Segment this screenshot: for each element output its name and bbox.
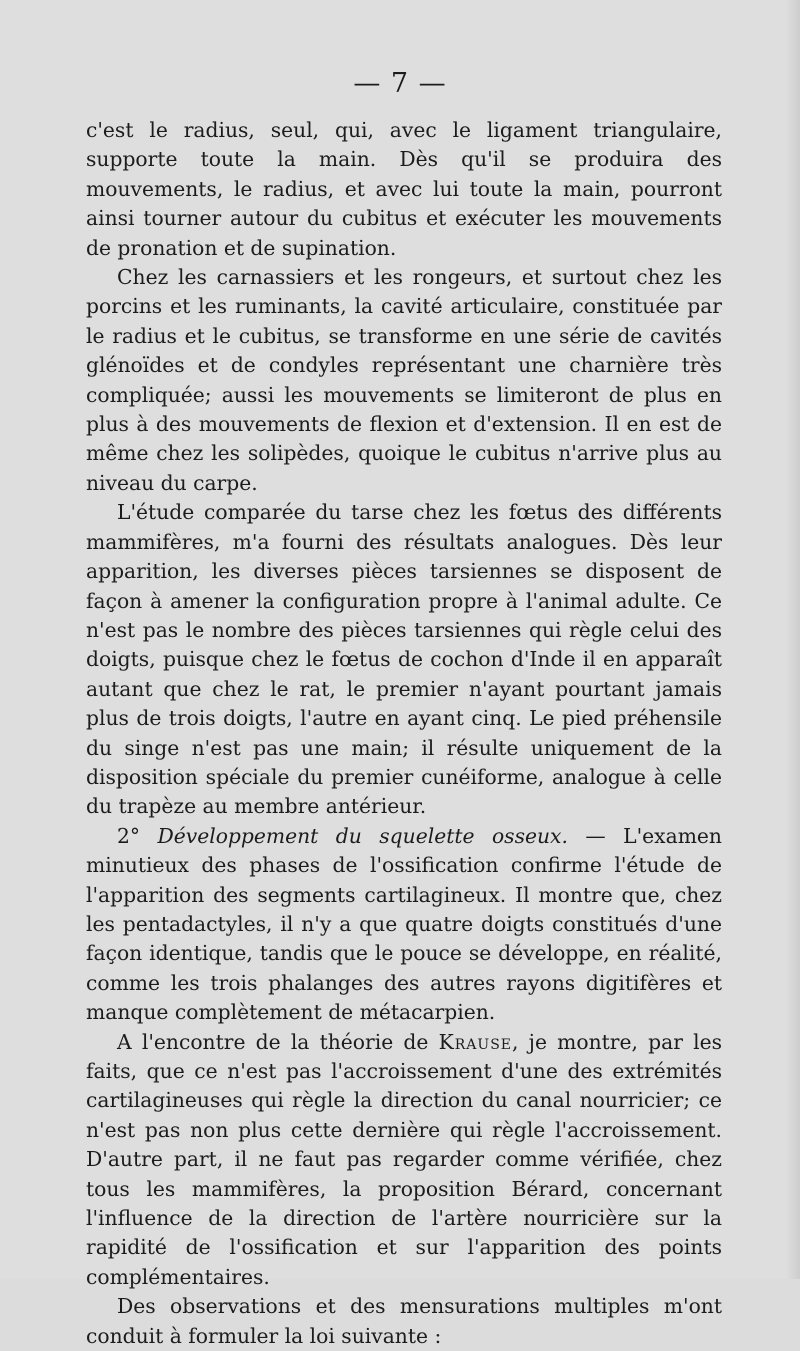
paragraph-3: L'étude comparée du tarse chez les fœtus des différents mammifères, m'a fourni des résultats analogues. Dès leur apparition, les diverses pièces tarsiennes se disposent de façon à amener la configuration propre à l'animal adulte. Ce n'est pas le nombre des pièces tarsiennes qui règle celui des doigts, puisque chez le fœtus de cochon d'Inde il en apparaît autant que chez le rat, le premier n'ayant pourtant jamais plus de trois doigts, l'autre en ayant cinq. Le pied préhensile du singe n'est pas une main; il résulte uniquement de la disposition spéciale du premier cunéiforme, analogue à celle du trapèze au membre antérieur. <box>86 500 722 819</box>
page-number: — 7 — <box>353 68 447 99</box>
paragraph-5 <box>86 1028 722 1293</box>
paragraph-2: Chez les carnassiers et les rongeurs, et surtout chez les porcins et les ruminants, la cavité articulaire, constituée par le radius et le cubitus, se transforme en une série de cavités glénoïdes et de condyles représentant une charnière très compliquée; aussi les mouvements se limiteront de plus en plus à des mouvements de flexion et d'extension. Il en est de même chez les solipèdes, quoique le cubitus n'arrive plus au niveau du carpe. <box>86 265 722 495</box>
body-text <box>86 116 722 1351</box>
paragraph-1: c'est le radius, seul, qui, avec le ligament triangulaire, supporte toute la main. Dès qu'il se produira des mouvements, le radius, et avec lui toute la main, pourront ainsi tourner autour du cubitus et exécuter les mouvements de pronation et de supination. <box>86 118 722 260</box>
section-heading: Développement du squelette osseux. <box>157 823 568 848</box>
section-number: 2° <box>117 823 141 848</box>
paragraph-5-text: , je montre, par les faits, que ce n'est pas l'accroissement d'une des extrémités cartilagineuses qui règle la direction du canal nourricier; ce n'est pas non plus cette dernière qui règle l'accroissement. D'autre part, il ne faut pas regarder comme vérifiée, chez tous les mammifères, la proposition Bérard, concernant l'influence de la direction de l'artère nourricière sur la rapidité de l'ossification et sur l'apparition des points complémentaires. <box>86 1029 722 1289</box>
paragraph-5-lead: A l'encontre de la théorie de <box>117 1029 429 1054</box>
paragraph-6: Des observations et des mensurations multiples m'ont conduit à formuler la loi suivante : <box>86 1294 722 1348</box>
author-name-krause: Krause <box>438 1029 513 1054</box>
page-edge-shadow <box>786 0 800 1279</box>
paragraph-4 <box>86 822 722 1028</box>
paragraph-4-text: — L'examen minutieux des phases de l'ossification confirme l'étude de l'apparition des segments cartilagineux. Il montre que, chez les pentadactyles, il n'y a que quatre doigts constitués d'une façon identique, tandis que le pouce se développe, en réalité, comme les trois phalanges des autres rayons digitifères et manque complètement de métacarpien. <box>86 823 722 1025</box>
